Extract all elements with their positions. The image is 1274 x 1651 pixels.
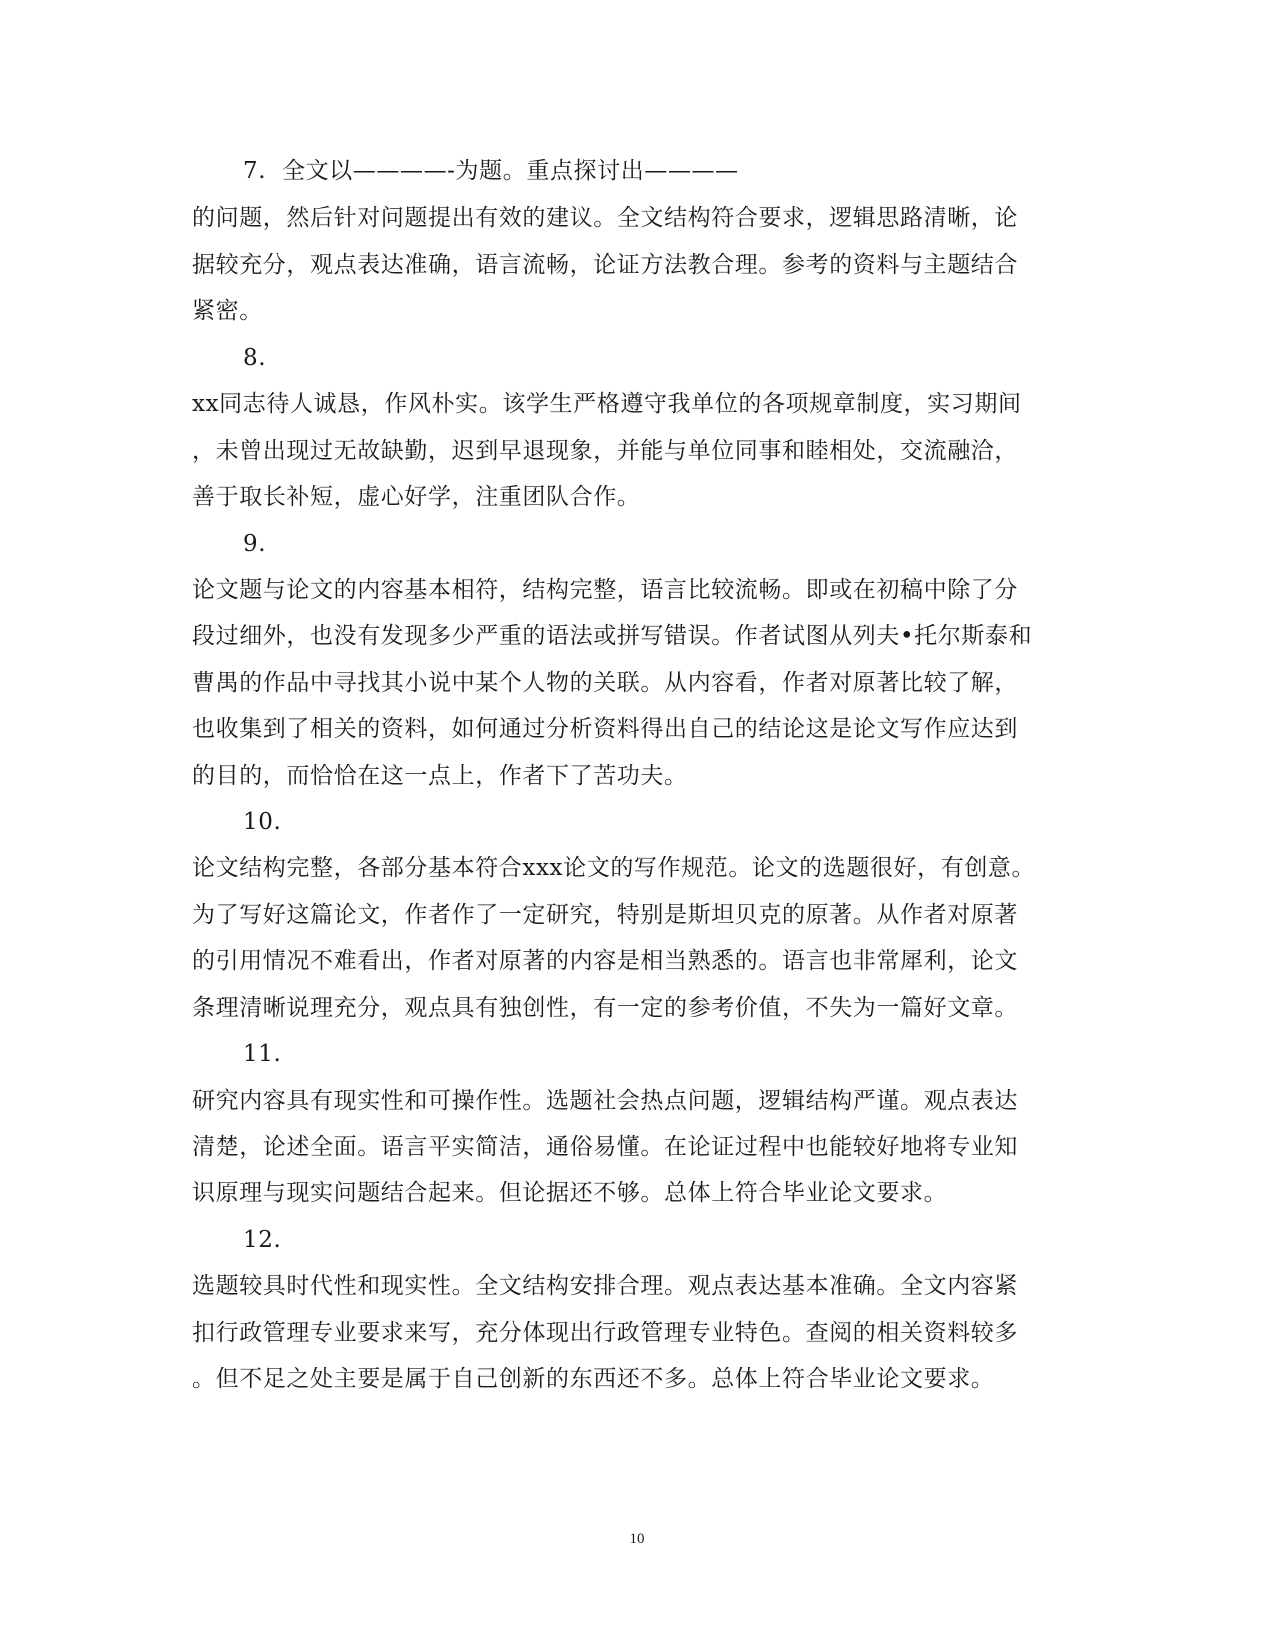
entry-number: 7. [243, 158, 267, 184]
entry-number: 9. [243, 531, 267, 557]
entry-number: 11. [243, 1041, 282, 1067]
entry-number: 12. [243, 1227, 282, 1253]
body-line: 曹禺的作品中寻找其小说中某个人物的关联。从内容看，作者对原著比较了解， [192, 670, 1018, 696]
body-line: 论文结构完整，各部分基本符合xxx论文的写作规范。论文的选题很好，有创意。 [192, 855, 1036, 881]
body-line: 的问题，然后针对问题提出有效的建议。全文结构符合要求，逻辑思路清晰，论 [192, 205, 1018, 231]
body-line: 识原理与现实问题结合起来。但论据还不够。总体上符合毕业论文要求。 [192, 1180, 948, 1206]
body-line: 。但不足之处主要是属于自己创新的东西还不多。总体上符合毕业论文要求。 [192, 1366, 995, 1392]
body-line: 的引用情况不难看出，作者对原著的内容是相当熟悉的。语言也非常犀利，论文 [192, 948, 1018, 974]
body-line: 扣行政管理专业要求来写，充分体现出行政管理专业特色。查阅的相关资料较多 [192, 1320, 1018, 1346]
body-line: 条理清晰说理充分，观点具有独创性，有一定的参考价值，不失为一篇好文章。 [192, 995, 1018, 1021]
page-number: 10 [629, 1531, 645, 1547]
entry-number: 10. [243, 809, 282, 835]
body-line: 紧密。 [192, 298, 263, 324]
body-line: 选题较具时代性和现实性。全文结构安排合理。观点表达基本准确。全文内容紧 [192, 1273, 1018, 1299]
body-line: 为了写好这篇论文，作者作了一定研究，特别是斯坦贝克的原著。从作者对原著 [192, 902, 1018, 928]
body-line: 研究内容具有现实性和可操作性。选题社会热点问题，逻辑结构严谨。观点表达 [192, 1088, 1018, 1114]
body-line: ，未曾出现过无故缺勤，迟到早退现象，并能与单位同事和睦相处，交流融洽， [192, 438, 1018, 464]
body-line: 清楚，论述全面。语言平实简洁，通俗易懂。在论证过程中也能较好地将专业知 [192, 1134, 1018, 1160]
entry-number: 8. [243, 345, 267, 371]
body-line: 论文题与论文的内容基本相符，结构完整，语言比较流畅。即或在初稿中除了分 [192, 577, 1018, 603]
body-line: 段过细外，也没有发现多少严重的语法或拼写错误。作者试图从列夫•托尔斯泰和 [192, 623, 1033, 649]
body-line: 也收集到了相关的资料，如何通过分析资料得出自己的结论这是论文写作应达到 [192, 716, 1018, 742]
body-line: 的目的，而恰恰在这一点上，作者下了苦功夫。 [192, 763, 688, 789]
body-line: 善于取长补短，虚心好学，注重团队合作。 [192, 484, 641, 510]
entry-7-heading [243, 156, 739, 186]
body-line: 据较充分，观点表达准确，语言流畅，论证方法教合理。参考的资料与主题结合 [192, 252, 1018, 278]
body-line: xx同志待人诚恳，作风朴实。该学生严格遵守我单位的各项规章制度，实习期间 [192, 391, 1022, 417]
entry-heading-text: 全文以————-为题。重点探讨出———— [281, 158, 739, 184]
